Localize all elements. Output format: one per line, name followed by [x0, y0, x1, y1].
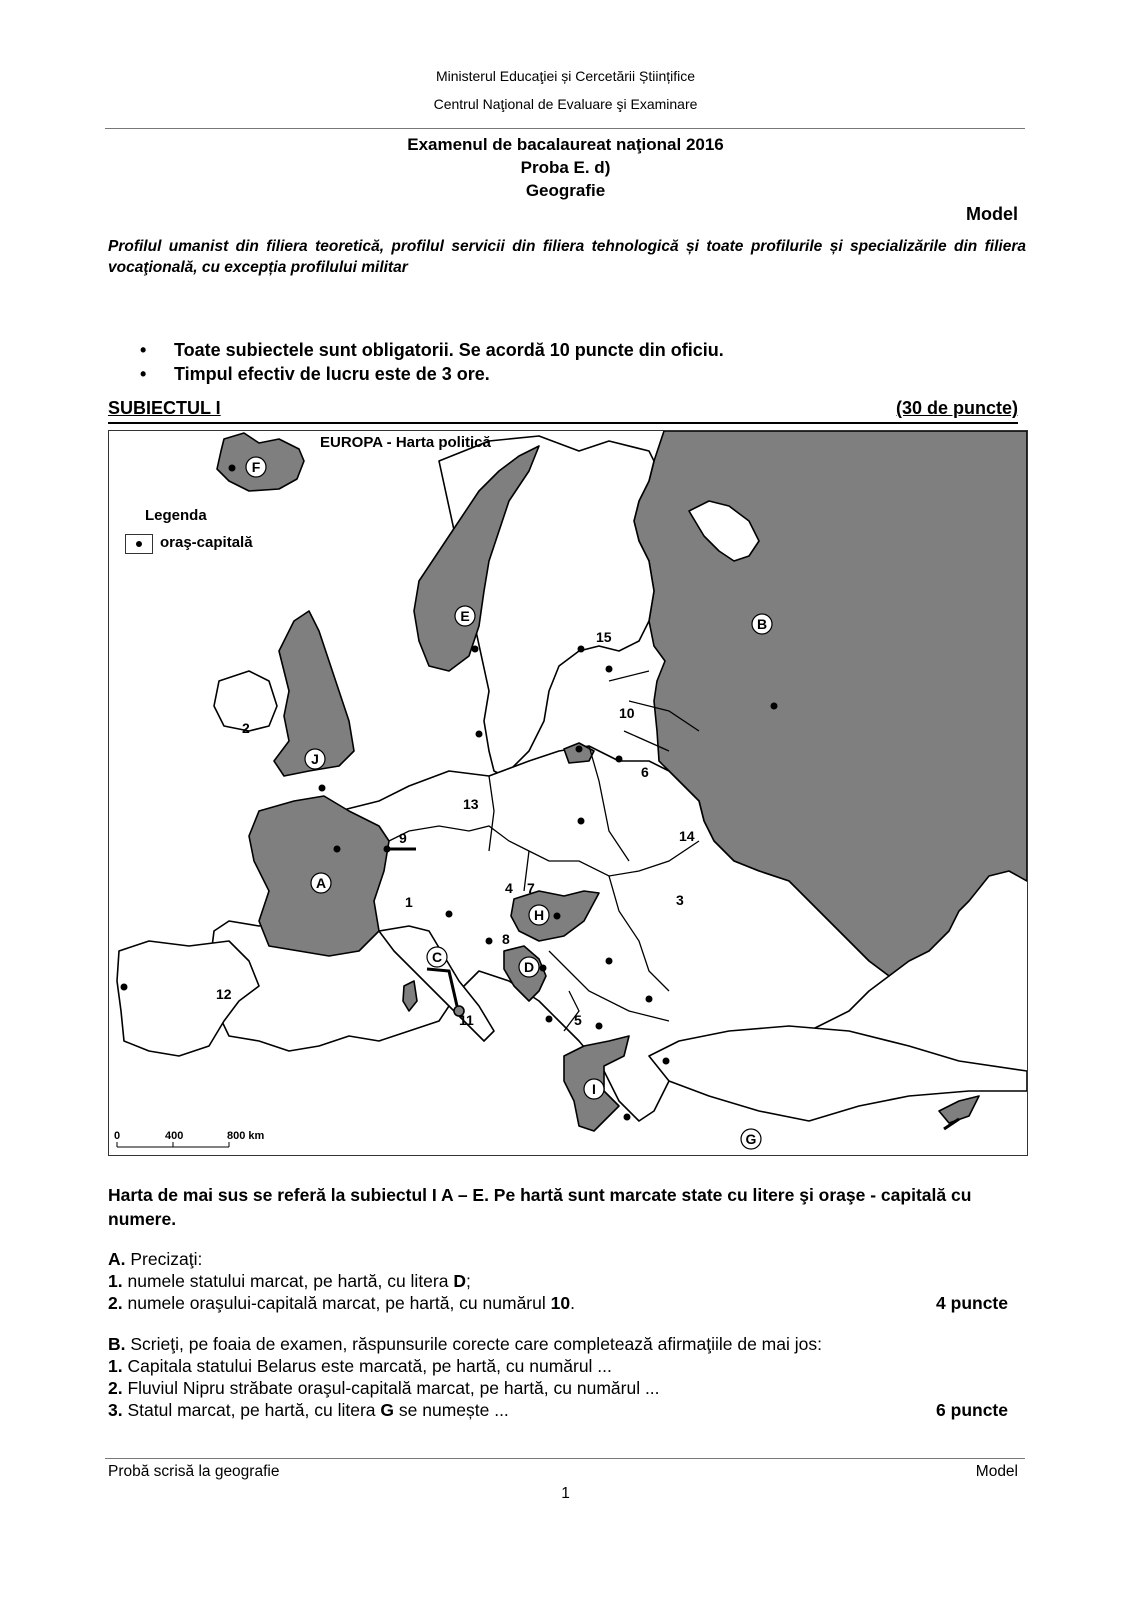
capital-dot: [546, 1016, 553, 1023]
svg-text:B: B: [756, 616, 768, 632]
capital-number-11: 11: [459, 1012, 474, 1028]
bullet-icon: •: [140, 340, 147, 360]
capital-number-10: 10: [619, 705, 635, 721]
capital-number-4: 4: [505, 880, 513, 896]
footer-variant: Model: [975, 1463, 1018, 1480]
state-letter-A: [311, 873, 331, 893]
state-letter-F: [246, 457, 266, 477]
capital-number-6: 6: [641, 764, 649, 780]
capital-dot: [596, 1023, 603, 1030]
capital-dot: [476, 731, 483, 738]
capital-dot: [472, 646, 479, 653]
capital-dot: [771, 703, 778, 710]
legend-label: oraş-capitală: [160, 534, 253, 551]
svg-text:F: F: [251, 459, 261, 475]
capital-dot: [606, 958, 613, 965]
exam-title-line1: Examenul de bacalaureat naţional 2016: [407, 135, 724, 154]
capital-dot: [554, 913, 561, 920]
scale-label-800: 800 km: [227, 1130, 265, 1142]
legend-title: Legenda: [145, 507, 207, 524]
part-B: [108, 1333, 1008, 1421]
state-letter-D: [519, 957, 539, 977]
capital-number-2: 2: [242, 720, 250, 736]
capital-number-3: 3: [676, 892, 684, 908]
ministry-header: Ministerul Educaţiei și Cercetării Științifice: [435, 68, 696, 84]
capital-dot: [334, 846, 341, 853]
map-scale-bar: [114, 1130, 265, 1147]
part-B-prompt: B. Scrieţi, pe foaia de examen, răspunsurile corecte care completează afirmaţiile de mai jos:: [108, 1334, 822, 1354]
legend-symbol-box: [125, 534, 153, 554]
svg-text:I: I: [592, 1081, 596, 1097]
capital-dot-icon: [136, 541, 142, 547]
exam-title-line2: Proba E. d): [520, 158, 611, 177]
part-B-item: 3. Statul marcat, pe hartă, cu litera G se numește ... 6 puncte: [108, 1400, 1008, 1420]
capital-dot: [576, 746, 583, 753]
capital-dot: [229, 465, 236, 472]
capital-dot: [578, 818, 585, 825]
footer-divider: [105, 1458, 1025, 1459]
state-G-cyprus: [939, 1096, 979, 1123]
capital-dot: [606, 666, 613, 673]
part-A-points: 4 puncte: [936, 1293, 1008, 1313]
capital-number-12: 12: [216, 986, 232, 1002]
rule-item: • Timpul efectiv de lucru este de 3 ore.: [140, 364, 490, 384]
part-B-points: 6 puncte: [936, 1400, 1008, 1420]
rule-item: • Toate subiectele sunt obligatorii. Se acordă 10 puncte din oficiu.: [140, 340, 724, 360]
capital-dot: [578, 646, 585, 653]
part-A-item: 1. numele statului marcat, pe hartă, cu litera D;: [108, 1271, 471, 1291]
svg-text:A: A: [315, 875, 327, 891]
map-intro: Harta de mai sus se referă la subiectul I A – E. Pe hartă sunt marcate state cu litere şi oraşe - capitală cu numere.: [108, 1185, 972, 1229]
evaluation-center-header: Centrul Naţional de Evaluare şi Examinare: [433, 96, 698, 112]
subject-header: [108, 398, 1018, 424]
footer-subject: Probă scrisă la geografie: [108, 1463, 280, 1480]
scale-label-0: 0: [114, 1130, 121, 1142]
svg-text:J: J: [311, 751, 319, 767]
capital-dot: [486, 938, 493, 945]
capital-number-7: 7: [527, 880, 535, 896]
part-A-item: 2. numele oraşului-capitală marcat, pe hartă, cu numărul 10. 4 puncte: [108, 1293, 1008, 1313]
capital-number-15: 15: [596, 629, 612, 645]
page-number: 1: [561, 1485, 570, 1502]
subject-label: SUBIECTUL I: [108, 398, 221, 418]
iberian-peninsula: [117, 941, 259, 1056]
capital-dot: [446, 911, 453, 918]
part-B-item: 1. Capitala statului Belarus este marcată, pe hartă, cu numărul ...: [108, 1356, 612, 1376]
capital-number-14: 14: [679, 828, 695, 844]
capital-number-9: 9: [399, 830, 407, 846]
header-divider: [105, 128, 1025, 129]
map-title: EUROPA - Harta politică: [320, 434, 491, 451]
part-A: [108, 1248, 1008, 1314]
exam-title: [0, 133, 1131, 202]
capital-number-8: 8: [502, 931, 510, 947]
svg-text:C: C: [431, 949, 443, 965]
rules-list: [140, 338, 724, 386]
part-B-item: 2. Fluviul Nipru străbate oraşul-capitală marcat, pe hartă, cu numărul ...: [108, 1378, 660, 1398]
exam-title-line3: Geografie: [525, 181, 606, 200]
capital-number-13: 13: [463, 796, 479, 812]
subject-points: (30 de puncte): [895, 398, 1018, 418]
svg-text:G: G: [745, 1131, 757, 1147]
state-letter-B: [752, 614, 772, 634]
capital-number-5: 5: [574, 1012, 582, 1028]
state-letter-H: [529, 905, 549, 925]
profile-description: Profilul umanist din filiera teoretică, profilul servicii din filiera tehnologică și toate profilurile și specializările din filiera vocaţională, cu excepția profilului militar: [108, 238, 1026, 276]
capital-dot: [646, 996, 653, 1003]
state-letter-I: [584, 1079, 604, 1099]
state-letter-J: [305, 749, 325, 769]
state-letter-G: [741, 1129, 761, 1149]
capital-dot: [121, 984, 128, 991]
state-letter-E: [455, 606, 475, 626]
capital-number-1: 1: [405, 894, 413, 910]
scale-label-400: 400: [165, 1130, 184, 1142]
capital-dot: [319, 785, 326, 792]
svg-text:E: E: [460, 608, 470, 624]
state-letter-C: [427, 947, 447, 967]
bullet-icon: •: [140, 364, 147, 384]
part-A-prompt: A. Precizaţi:: [108, 1249, 203, 1269]
capital-dot: [540, 965, 547, 972]
variant-label: Model: [966, 204, 1018, 224]
capital-dot: [624, 1114, 631, 1121]
svg-text:H: H: [533, 907, 545, 923]
capital-dot: [663, 1058, 670, 1065]
svg-text:D: D: [523, 959, 535, 975]
capital-dot: [616, 756, 623, 763]
